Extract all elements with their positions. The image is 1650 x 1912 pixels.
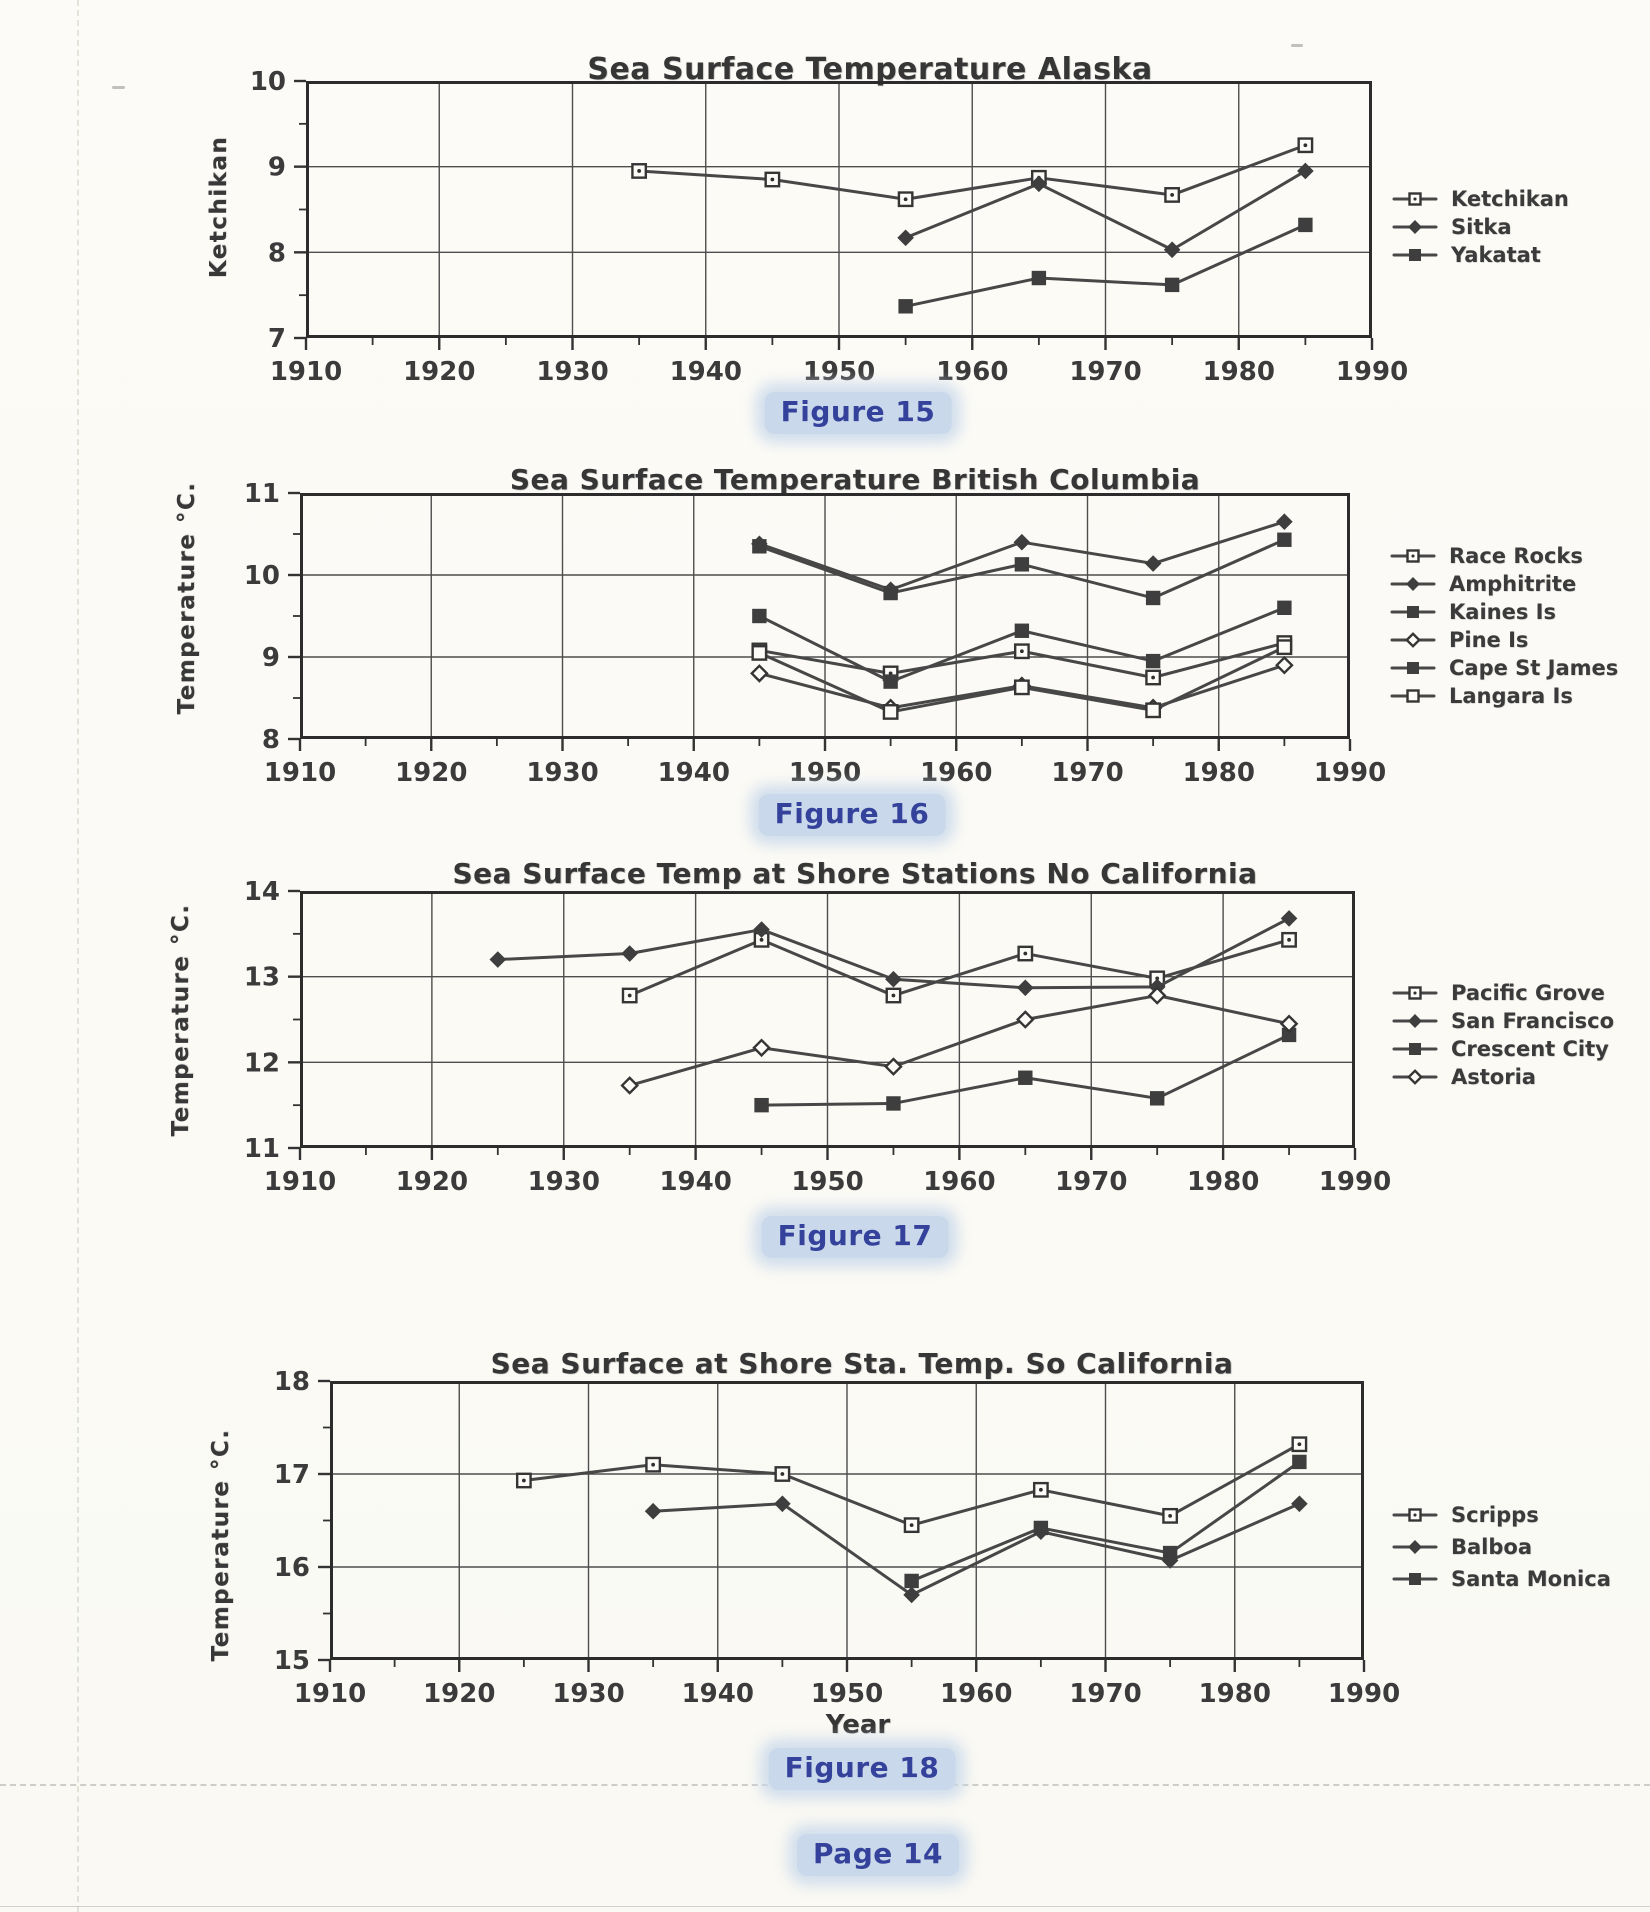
chart-legend [1392, 1504, 1611, 1589]
filled-square-marker [1165, 278, 1178, 291]
chart-title: Sea Surface Temperature Alaska [587, 51, 1153, 87]
filled-diamond-icon [1392, 218, 1438, 236]
chart-title: Sea Surface at Shore Sta. Temp. So California [490, 1347, 1234, 1381]
figure-caption-link[interactable]: Figure 15 [765, 392, 952, 434]
y-axis-label: Temperature °C. [174, 481, 200, 715]
legend-label: Kaines Is [1449, 599, 1556, 624]
chart-title: Sea Surface Temp at Shore Stations No California [452, 857, 1258, 891]
x-tick-label: 1910 [269, 357, 343, 387]
x-tick-label: 1910 [293, 1679, 367, 1709]
y-axis-label: Temperature °C. [208, 1428, 234, 1662]
filled-square-marker [755, 1098, 768, 1111]
filled-square-marker [1278, 601, 1291, 614]
series-markers-scripps [517, 1438, 1306, 1532]
legend-item-balboa [1392, 1536, 1611, 1557]
filled-square-marker [1408, 606, 1419, 617]
legend-label: Langara Is [1449, 683, 1573, 708]
legend-item-cape-st-james [1390, 657, 1618, 678]
x-tick-label: 1930 [527, 1167, 600, 1197]
figure-caption-link[interactable]: Figure 16 [759, 794, 946, 836]
open-square-dot-marker [1408, 550, 1419, 561]
x-tick-label: 1920 [395, 1167, 469, 1197]
y-tick-label: 10 [243, 561, 280, 591]
chart-title: Sea Surface Temperature British Columbia [509, 463, 1201, 497]
open-square-dot-marker [887, 989, 900, 1002]
open-square-dot-marker [1019, 947, 1032, 960]
y-tick-label: 16 [273, 1553, 310, 1583]
legend-label: Scripps [1451, 1502, 1539, 1527]
filled-square-marker [887, 1097, 900, 1110]
filled-square-marker [1150, 1092, 1163, 1105]
y-tick-label: 9 [267, 152, 286, 183]
filled-square-marker [1163, 1546, 1176, 1559]
x-tick-label: 1920 [423, 1679, 496, 1709]
filled-diamond-marker [646, 1504, 661, 1519]
filled-diamond-marker [622, 946, 637, 961]
open-square-dot-marker [1410, 193, 1421, 204]
figure-caption-link[interactable]: Figure 17 [762, 1216, 949, 1258]
filled-square-marker [1032, 271, 1045, 284]
x-tick-label: 1930 [536, 357, 609, 387]
filled-square-marker [753, 609, 766, 622]
open-square-dot-marker [1410, 1509, 1421, 1520]
open-square-marker [1146, 704, 1159, 717]
legend-item-pacific-grove [1392, 982, 1614, 1003]
chart-plot-area [273, 1367, 1401, 1709]
open-square-dot-marker [632, 164, 645, 177]
filled-diamond-marker [898, 230, 913, 245]
page-edge-line [0, 1906, 1650, 1907]
y-tick-label: 8 [261, 725, 280, 755]
legend-item-scripps [1392, 1504, 1611, 1525]
legend-label: Santa Monica [1451, 1566, 1611, 1591]
legend-item-yakatat [1392, 244, 1569, 265]
filled-square-marker [905, 1574, 918, 1587]
scan-speck [1291, 44, 1303, 47]
open-square-dot-marker [646, 1458, 659, 1471]
x-tick-label: 1940 [659, 1167, 732, 1197]
x-tick-label: 1910 [263, 1167, 337, 1197]
y-tick-label: 8 [267, 238, 286, 269]
legend-item-astoria [1392, 1066, 1614, 1087]
chart-legend [1392, 188, 1569, 265]
legend-label: Cape St James [1449, 655, 1619, 680]
open-square-dot-icon [1392, 1506, 1438, 1524]
x-tick-label: 1970 [1051, 758, 1124, 788]
filled-diamond-marker [1298, 163, 1313, 178]
filled-diamond-marker [1281, 911, 1296, 926]
legend-item-santa-monica [1392, 1568, 1611, 1589]
filled-square-marker [1293, 1455, 1306, 1468]
filled-square-icon [1392, 246, 1438, 264]
open-square-dot-marker [899, 193, 912, 206]
filled-diamond-marker [1409, 1014, 1421, 1026]
open-square-dot-marker [1282, 933, 1295, 946]
y-tick-label: 17 [273, 1460, 310, 1490]
x-tick-label: 1930 [526, 758, 599, 788]
y-tick-label: 14 [243, 877, 280, 907]
open-diamond-icon [1390, 631, 1436, 649]
open-square-dot-marker [623, 989, 636, 1002]
y-tick-label: 11 [243, 1134, 280, 1164]
filled-square-marker [1146, 654, 1159, 667]
filled-square-marker [1019, 1071, 1032, 1084]
y-axis-label: Ketchikan [206, 135, 232, 279]
filled-square-marker [753, 540, 766, 553]
x-tick-label: 1960 [920, 758, 993, 788]
filled-square-marker [1015, 624, 1028, 637]
filled-square-marker [899, 300, 912, 313]
filled-square-marker [1299, 218, 1312, 231]
x-tick-label: 1970 [1055, 1167, 1128, 1197]
open-square-dot-marker [1146, 671, 1159, 684]
legend-label: Ketchikan [1451, 186, 1569, 211]
x-tick-label: 1950 [810, 1679, 884, 1709]
chart-legend [1390, 545, 1618, 706]
open-diamond-marker [1018, 1012, 1033, 1027]
filled-diamond-marker [886, 972, 901, 987]
legend-item-langara-is [1390, 685, 1618, 706]
filled-square-marker [1015, 558, 1028, 571]
scan-speck [112, 86, 125, 89]
filled-square-icon [1390, 659, 1436, 677]
x-tick-label: 1970 [1069, 1679, 1142, 1709]
x-tick-label: 1990 [1318, 1167, 1392, 1197]
legend-label: Pacific Grove [1451, 980, 1605, 1005]
open-square-dot-marker [1165, 188, 1178, 201]
x-tick-label: 1960 [936, 357, 1009, 387]
filled-diamond-marker [1409, 220, 1421, 232]
filled-diamond-marker [1292, 1496, 1307, 1511]
open-square-dot-marker [1163, 1509, 1176, 1522]
x-tick-label: 1940 [669, 357, 742, 387]
open-square-marker [1015, 681, 1028, 694]
filled-diamond-icon [1390, 575, 1436, 593]
legend-item-sitka [1392, 216, 1569, 237]
x-tick-label: 1960 [923, 1167, 996, 1197]
open-diamond-marker [622, 1078, 637, 1093]
filled-square-icon [1392, 1570, 1438, 1588]
filled-diamond-marker [1165, 242, 1180, 257]
open-square-dot-marker [517, 1474, 530, 1487]
legend-label: Balboa [1451, 1534, 1533, 1559]
filled-diamond-marker [1018, 980, 1033, 995]
y-tick-label: 15 [273, 1646, 310, 1676]
legend-label: Amphitrite [1449, 571, 1577, 596]
x-tick-label: 1920 [403, 357, 476, 387]
y-tick-label: 13 [243, 962, 280, 993]
x-tick-label: 1920 [395, 758, 468, 788]
filled-square-marker [884, 675, 897, 688]
open-diamond-icon [1392, 1068, 1438, 1086]
filled-square-marker [1410, 1043, 1421, 1054]
filled-diamond-icon [1392, 1012, 1438, 1030]
y-tick-label: 11 [243, 479, 280, 509]
open-square-marker [884, 705, 897, 718]
open-square-dot-icon [1390, 547, 1436, 565]
y-tick-label: 9 [261, 643, 280, 673]
x-tick-label: 1950 [802, 357, 876, 387]
open-square-icon [1390, 687, 1436, 705]
open-square-dot-marker [1034, 1483, 1047, 1496]
x-tick-label: 1990 [1335, 357, 1409, 387]
legend-item-crescent-city [1392, 1038, 1614, 1059]
legend-item-san-francisco [1392, 1010, 1614, 1031]
filled-diamond-marker [1409, 1540, 1421, 1552]
open-square-dot-marker [766, 173, 779, 186]
x-tick-label: 1950 [788, 758, 862, 788]
series-line-amphitrite [759, 522, 1284, 590]
legend-item-kaines-is [1390, 601, 1618, 622]
open-diamond-marker [752, 666, 767, 681]
x-tick-label: 1930 [552, 1679, 625, 1709]
legend-label: San Francisco [1451, 1008, 1615, 1033]
y-tick-label: 10 [249, 67, 286, 97]
x-tick-label: 1910 [263, 758, 337, 788]
open-diamond-marker [1277, 658, 1292, 673]
x-tick-label: 1980 [1202, 357, 1275, 387]
open-square-dot-marker [1015, 645, 1028, 658]
filled-square-marker [1146, 591, 1159, 604]
open-square-dot-marker [1293, 1438, 1306, 1451]
legend-item-ketchikan [1392, 188, 1569, 209]
filled-diamond-marker [1146, 556, 1161, 571]
filled-diamond-marker [1277, 514, 1292, 529]
x-tick-label: 1950 [791, 1167, 864, 1197]
open-square-dot-marker [905, 1518, 918, 1531]
x-tick-label: 1970 [1069, 357, 1142, 387]
x-tick-label: 1980 [1198, 1679, 1271, 1709]
figure-caption-link[interactable]: Figure 18 [769, 1748, 956, 1790]
filled-square-marker [1034, 1521, 1047, 1534]
y-tick-label: 12 [243, 1048, 280, 1079]
open-square-dot-icon [1392, 190, 1438, 208]
legend-label: Pine Is [1449, 627, 1529, 652]
scan-fold-line [77, 0, 79, 1912]
open-diamond-marker [1407, 633, 1419, 645]
legend-item-race-rocks [1390, 545, 1618, 566]
series-markers-amphitrite [752, 514, 1292, 597]
filled-diamond-marker [1014, 535, 1029, 550]
x-axis-label: Year [825, 1710, 891, 1740]
open-square-dot-icon [1392, 984, 1438, 1002]
filled-square-icon [1392, 1040, 1438, 1058]
filled-square-icon [1390, 603, 1436, 621]
page-number-link[interactable]: Page 14 [797, 1834, 959, 1876]
filled-square-marker [1410, 249, 1421, 260]
filled-square-marker [1408, 662, 1419, 673]
x-tick-label: 1990 [1313, 758, 1387, 788]
x-tick-label: 1940 [657, 758, 730, 788]
legend-item-pine-is [1390, 629, 1618, 650]
chart-plot-area [243, 877, 1392, 1197]
open-square-dot-marker [1299, 139, 1312, 152]
open-diamond-marker [886, 1059, 901, 1074]
legend-label: Crescent City [1451, 1036, 1609, 1061]
filled-square-marker [1278, 533, 1291, 546]
y-axis-label: Temperature °C. [168, 903, 194, 1137]
x-tick-label: 1960 [940, 1679, 1013, 1709]
open-square-dot-marker [1410, 987, 1421, 998]
filled-square-marker [1410, 1573, 1421, 1584]
series-line-scripps [524, 1444, 1300, 1525]
open-square-marker [753, 646, 766, 659]
series-line-crescent-city [762, 1035, 1290, 1105]
y-tick-label: 7 [267, 324, 286, 354]
filled-diamond-marker [490, 952, 505, 967]
filled-square-marker [884, 586, 897, 599]
open-diamond-marker [754, 1040, 769, 1055]
x-tick-label: 1980 [1182, 758, 1255, 788]
open-diamond-marker [1409, 1070, 1421, 1082]
legend-label: Yakatat [1451, 242, 1541, 267]
legend-label: Race Rocks [1449, 543, 1583, 568]
x-tick-label: 1980 [1186, 1167, 1260, 1197]
filled-diamond-marker [1407, 577, 1419, 589]
legend-item-amphitrite [1390, 573, 1618, 594]
y-tick-label: 18 [273, 1367, 310, 1397]
x-tick-label: 1990 [1327, 1679, 1401, 1709]
open-square-marker [1278, 640, 1291, 653]
filled-diamond-icon [1392, 1538, 1438, 1556]
open-square-dot-marker [776, 1467, 789, 1480]
chart-legend [1392, 982, 1614, 1087]
open-diamond-marker [1150, 988, 1165, 1003]
open-square-marker [1408, 690, 1419, 701]
legend-label: Sitka [1451, 214, 1512, 239]
legend-label: Astoria [1451, 1064, 1536, 1089]
x-tick-label: 1940 [681, 1679, 754, 1709]
